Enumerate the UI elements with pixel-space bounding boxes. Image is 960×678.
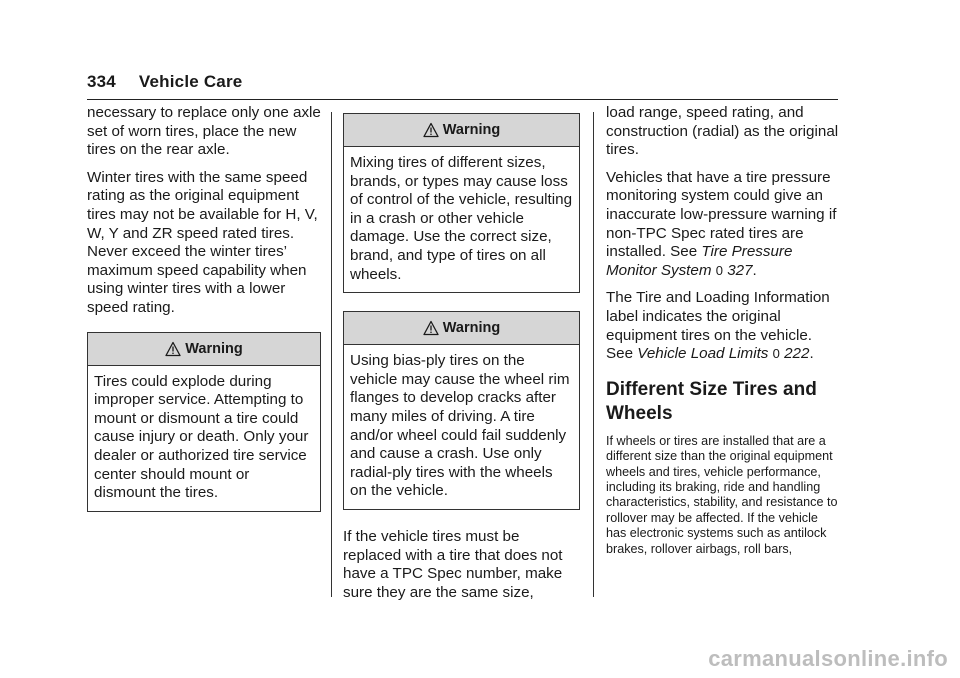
paragraph: load range, speed rating, and construction (radial) as the original tires.	[606, 104, 839, 159]
page-number: 334	[87, 72, 116, 91]
cross-reference-link[interactable]: Vehicle Load Limits	[637, 345, 769, 363]
section-title: Vehicle Care	[138, 72, 243, 91]
warning-header	[88, 333, 320, 366]
paragraph-text: Vehicles that have a tire pressure monitoring system could give an inaccurate low-pressure warning if non-TPC Spec rated tires are installed. See	[606, 168, 837, 261]
warning-triangle-icon	[423, 320, 439, 336]
paragraph: Winter tires with the same speed rating as the original equipment tires may not be available for H, V, W, Y and ZR speed rated tires. Never exceed the winter tires’ maximum speed capability when using winter tires with a lower speed rating.	[87, 168, 318, 316]
warning-body: Using bias-ply tires on the vehicle may cause the wheel rim flanges to develop cracks after many miles of driving. A tire and/or wheel could fail suddenly and cause a crash. Use only radial-ply tires with the wheels on the vehicle.	[350, 352, 570, 500]
column-3	[606, 104, 840, 557]
warning-title: Warning	[442, 122, 501, 138]
warning-title: Warning	[442, 320, 501, 337]
page-header	[87, 72, 242, 92]
column-1	[87, 104, 321, 530]
paragraph: necessary to replace only one axle set of worn tires, place the new tires on the rear axle.	[87, 104, 321, 159]
paragraph-end: .	[752, 261, 757, 279]
warning-title: Warning	[185, 340, 243, 357]
warning-box	[343, 113, 580, 293]
warning-body: Tires could explode during improper service. Attempting to mount or dismount a tire could cause injury or death. Only your dealer or authorized tire service center should mount or dismount the tires.	[94, 372, 309, 502]
paragraph	[606, 289, 840, 363]
page-ref-symbol: 0	[715, 262, 723, 278]
warning-box	[87, 332, 321, 512]
warning-box	[343, 311, 580, 510]
column-divider-2	[593, 112, 594, 597]
paragraph-end: .	[809, 345, 814, 363]
warning-triangle-icon	[423, 122, 439, 138]
paragraph	[606, 169, 840, 281]
watermark: carmanualsonline.info	[708, 646, 948, 671]
page-ref-number[interactable]: 327	[727, 261, 753, 279]
cross-reference-link[interactable]: Tire Pressure Monitor System	[606, 243, 793, 279]
page-ref-symbol: 0	[772, 346, 780, 362]
warning-triangle-icon	[165, 341, 181, 357]
section-heading: Different Size Tires and Wheels	[606, 378, 817, 424]
warning-body: Mixing tires of different sizes, brands, or types may cause loss of control of the vehicle, resulting in a crash or other vehicle damage. Use the correct size, brand, and type of tires on all wheels.	[350, 154, 573, 283]
paragraph: If the vehicle tires must be replaced with a tire that does not have a TPC Spec number, make sure they are the same size,	[343, 527, 563, 601]
paragraph-text: The Tire and Loading Information label indicates the original equipment tires on the vehicle. See	[606, 289, 830, 363]
header-rule	[87, 99, 838, 100]
paragraph-small: If wheels or tires are installed that are a different size than the original equipment wheels and tires, vehicle performance, including its braking, ride and handling characteristics, stability, and resistance to rollover may be affected. If the vehicle has electronic systems such as antilock brakes, rollover airbags, roll bars,	[606, 433, 838, 556]
warning-header	[344, 114, 579, 147]
column-divider-1	[331, 112, 332, 597]
page-ref-number[interactable]: 222	[784, 345, 810, 363]
warning-header	[344, 312, 579, 345]
column-2	[343, 113, 580, 611]
